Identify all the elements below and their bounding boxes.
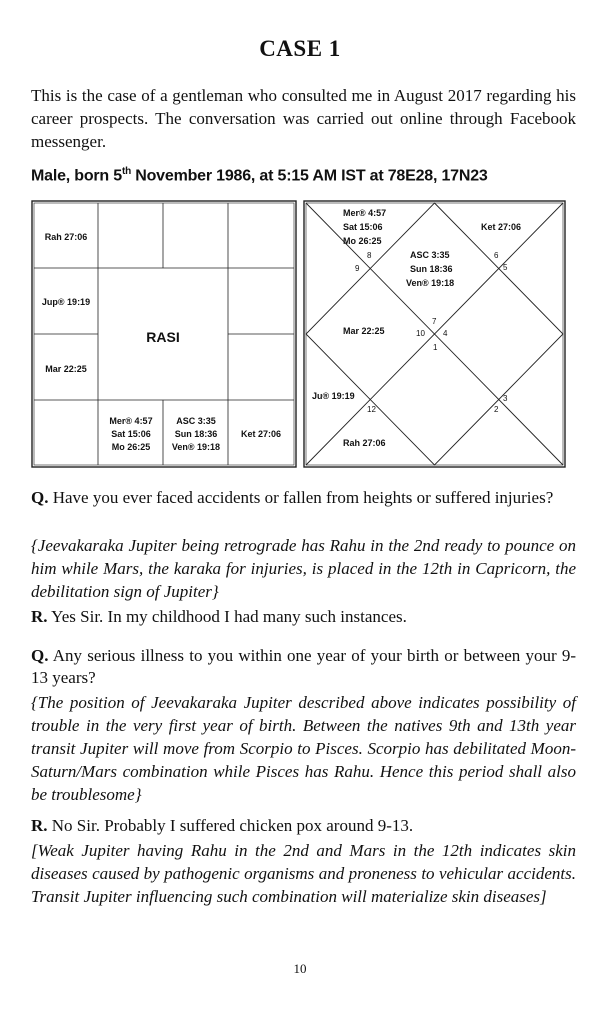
- page-heading: CASE 1: [259, 36, 341, 61]
- rasi-jup: Jup® 19:19: [41, 297, 91, 307]
- north-mer: Mer® 4:57: [343, 208, 387, 218]
- north-rah: Rah 27:06: [343, 438, 386, 448]
- birth-rest: November 1986, at 5:15 AM IST at 78E28, 17N23: [131, 167, 488, 185]
- rasi-rah: Rah 27:06: [44, 232, 88, 242]
- r2-text: No Sir. Probably I suffered chicken pox around 9-13.: [47, 816, 414, 835]
- house-8: 8: [367, 251, 372, 260]
- comment-1: {Jeevakaraka Jupiter being retrograde has Rahu in the 2nd ready to pounce on him while Mars, the karaka for injuries, is placed in the 12th in Capricorn, the debilitation sign of Jupiter}: [31, 536, 576, 601]
- house-2: 2: [494, 405, 499, 414]
- rasi-label: RASI: [146, 329, 180, 345]
- north-mar: Mar 22:25: [343, 326, 385, 336]
- reply-1: [31, 606, 576, 628]
- q1-text: Have you ever faced accidents or fallen from heights or suffered injuries?: [48, 488, 554, 507]
- house-4: 4: [443, 329, 448, 338]
- question-2: [31, 645, 576, 689]
- comment-2: {The position of Jeevakaraka Jupiter described above indicates possibility of trouble in the very first year of birth. Between the natives 9th and 13th year transit Jupiter will move from Scorpio to Pisces. Scorpio has debilitated Moon-Saturn/Mars combination while Pisces has Rahu. Hence this period shall also be troublesome}: [31, 693, 576, 804]
- north-sun: Sun 18:36: [410, 264, 453, 274]
- house-9: 9: [355, 264, 360, 273]
- page-number: 10: [293, 961, 307, 976]
- r1-label: R.: [31, 607, 48, 626]
- rasi-mer: Mer® 4:57: [109, 416, 153, 426]
- house-12: 12: [367, 405, 376, 414]
- rasi-chart: [31, 200, 297, 468]
- birth-sup: th: [121, 166, 131, 177]
- reply-2: [31, 815, 576, 837]
- r1-text: Yes Sir. In my childhood I had many such instances.: [47, 607, 407, 626]
- north-asc: ASC 3:35: [410, 250, 450, 260]
- north-sat: Sat 15:06: [343, 222, 383, 232]
- rasi-sat: Sat 15:06: [111, 429, 151, 439]
- comment-3: [Weak Jupiter having Rahu in the 2nd and Mars in the 12th indicates skin diseases caused by pathogenic organisms and proneness to vehicular accidents. Transit Jupiter influencing such combination will materialize skin diseases]: [31, 841, 576, 906]
- north-ven: Ven® 19:18: [406, 278, 455, 288]
- rasi-asc: ASC 3:35: [176, 416, 216, 426]
- house-3: 3: [503, 394, 508, 403]
- north-ket: Ket 27:06: [481, 222, 522, 232]
- birth-prefix: Male, born 5: [31, 167, 122, 185]
- house-7: 7: [432, 317, 437, 326]
- rasi-ven: Ven® 19:18: [171, 442, 221, 452]
- north-ju: Ju® 19:19: [312, 391, 355, 401]
- house-5: 5: [503, 263, 508, 272]
- house-1: 1: [433, 343, 438, 352]
- q2-text: Any serious illness to you within one year of your birth or between your 9-13 years?: [31, 646, 576, 687]
- r2-label: R.: [31, 816, 48, 835]
- q1-label: Q.: [31, 488, 49, 507]
- house-10: 10: [416, 329, 425, 338]
- rasi-ket: Ket 27:06: [240, 429, 282, 439]
- rasi-mo: Mo 26:25: [111, 442, 151, 452]
- house-6: 6: [494, 251, 499, 260]
- question-1: [31, 487, 576, 509]
- intro-paragraph: This is the case of a gentleman who consulted me in August 2017 regarding his career prospects. The conversation was carried out online through Facebook messenger.: [31, 86, 576, 151]
- north-mo: Mo 26:25: [343, 236, 382, 246]
- birth-details: [31, 166, 576, 185]
- q2-label: Q.: [31, 646, 49, 665]
- rasi-mar: Mar 22:25: [45, 364, 87, 374]
- rasi-sun: Sun 18:36: [174, 429, 218, 439]
- north-chart: [303, 200, 566, 468]
